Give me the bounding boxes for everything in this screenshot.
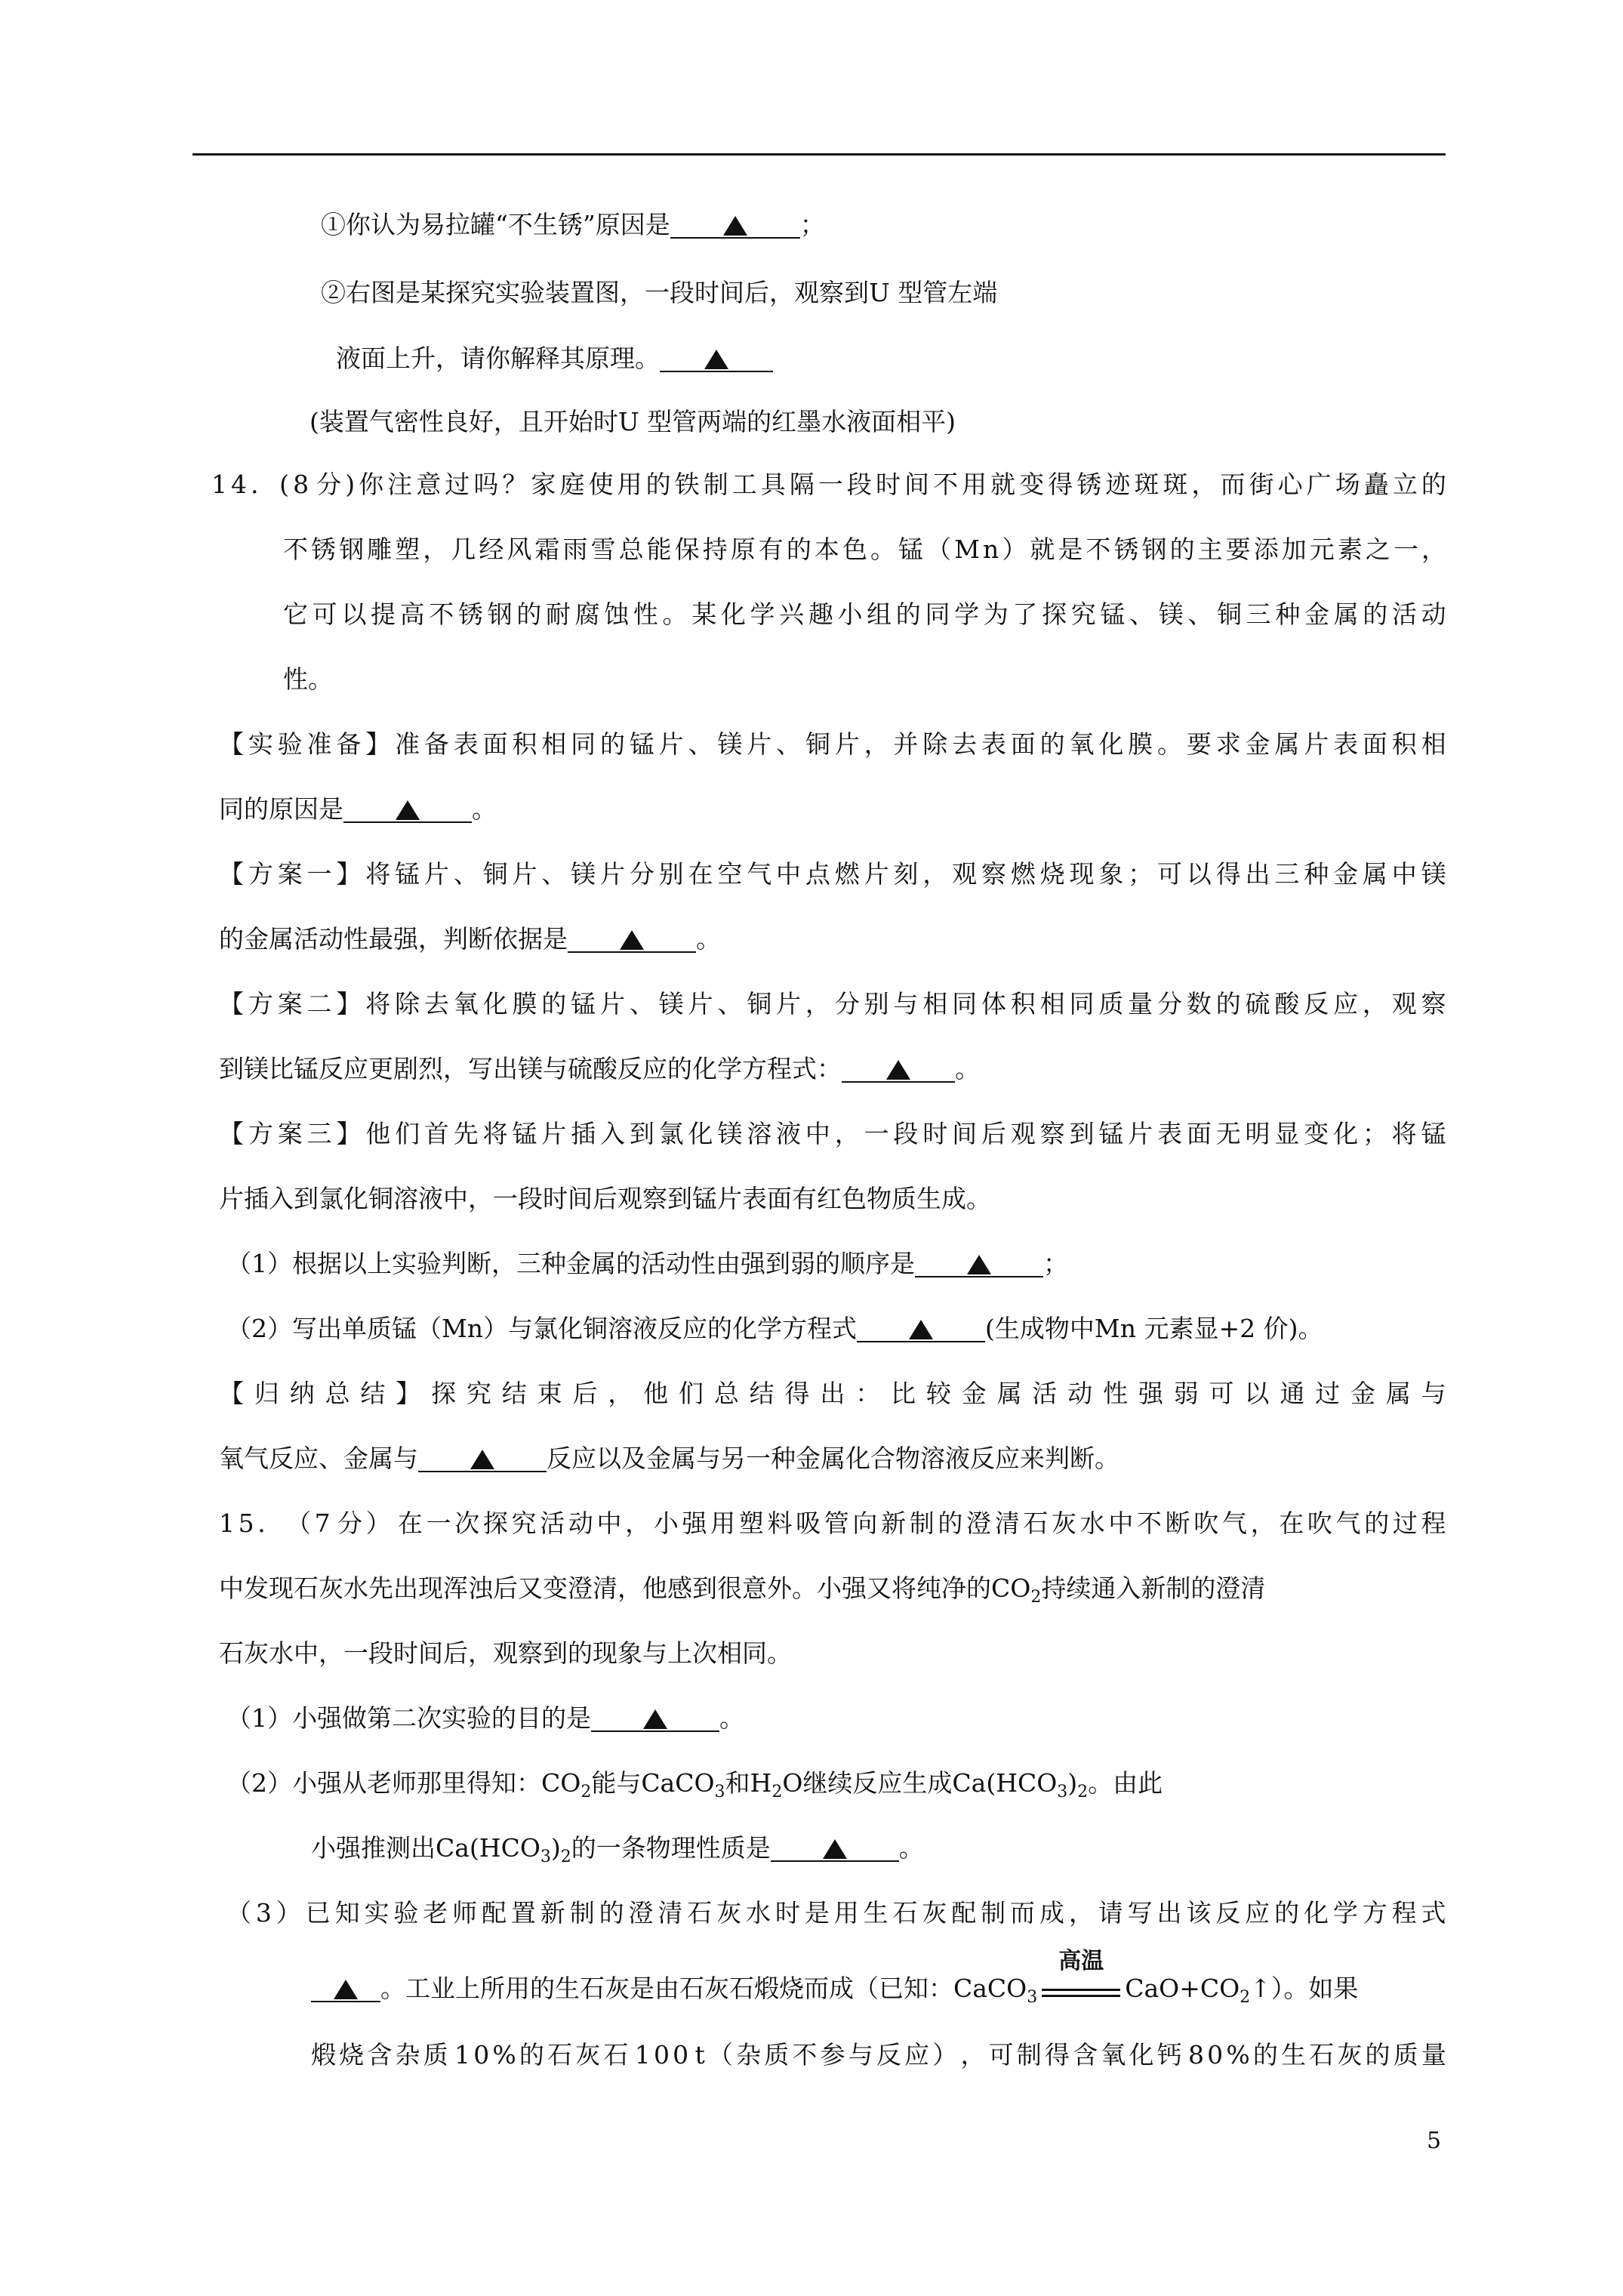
plan-two-line: 到镁比锰反应更剧烈，写出镁与硫酸反应的化学方程式： 。: [219, 1054, 980, 1083]
equals-bar: [1042, 1995, 1120, 1997]
triangle-icon: [823, 1839, 847, 1859]
q13-line-3: 液面上升，请你解释其原理。: [336, 342, 773, 375]
triangle-icon: [967, 1255, 991, 1274]
q13-line-4: (装置气密性良好，且开始时U 型管两端的红墨水液面相平): [310, 407, 956, 436]
answer-blank[interactable]: [670, 208, 800, 239]
page-number: 5: [1427, 2128, 1442, 2154]
triangle-icon: [620, 930, 644, 950]
triangle-icon: [470, 1450, 494, 1469]
triangle-icon: [909, 1320, 933, 1339]
q15-heading: 1 5 ． （ 7 分 ） 在 一 次 探 究 活 动 中 ， 小 强 用 塑 料 吸 管 向 新 制 的 澄 清 石 灰 水 中 不 断 吹 气 ， 在 吹 气 的 过 程: [219, 1509, 1446, 1538]
q14-paragraph-line: 它 可 以 提 高 不 锈 钢 的 耐 腐 蚀 性 。 某 化 学 兴 趣 小 组 的 同 学 为 了 探 究 锰 、 镁 、 铜 三 种 金 属 的 活 动: [283, 599, 1446, 629]
triangle-icon: [396, 800, 420, 820]
q15-subquestion-2: （2）小强从老师那里得知：$CO_2$能与CaCO$_3$和$H_2O$继续反应生成$Ca(HCO_3)_2$。由此: [226, 1768, 1163, 1801]
q14-subquestion-2: （2）写出单质锰（Mn）与氯化铜溶液反应的化学方程式 (生成物中Mn 元素显+2 价)。: [226, 1314, 1323, 1343]
answer-blank[interactable]: [915, 1247, 1043, 1277]
q14-subquestion-1: （1）根据以上实验判断，三种金属的活动性由强到弱的顺序是 ；: [226, 1249, 1068, 1278]
q14-heading: 1 4 ． ( 8 分 ) 你 注 意 过 吗 ？ 家 庭 使 用 的 铁 制 工 具 隔 一 段 时 间 不 用 就 变 得 锈 迹 斑 斑 ， 而 街 心 广 场 矗 立 的: [211, 470, 1446, 499]
q14-paragraph-line: 性。: [283, 664, 333, 694]
q15-subquestion-1: （1）小强做第二次实验的目的是 。: [226, 1703, 744, 1733]
q15-paragraph-line: 中发现石灰水先出现浑浊后又变澄清，他感到很意外。小强又将纯净的$CO_2$持续通入新制的澄清: [219, 1573, 1266, 1607]
plan-three-line: 【 方 案 三 】 他 们 首 先 将 锰 片 插 入 到 氯 化 镁 溶 液 中 ， 一 段 时 间 后 观 察 到 锰 片 表 面 无 明 显 变 化 ； 将 锰: [219, 1119, 1446, 1148]
header-rule: [192, 153, 1446, 156]
q13-line-1: ①你认为易拉罐“不生锈”原因是 ；: [321, 210, 825, 239]
triangle-icon: [334, 1980, 358, 1999]
answer-blank[interactable]: [311, 1972, 380, 2002]
plan-one-line: 【 方 案 一 】 将 锰 片 、 铜 片 、 镁 片 分 别 在 空 气 中 点 燃 片 刻 ， 观 察 燃 烧 现 象 ； 可 以 得 出 三 种 金 属 中 镁: [219, 859, 1446, 889]
answer-blank[interactable]: [842, 1052, 955, 1083]
equals-bar: [1042, 1989, 1120, 1991]
high-temperature-label: 高温: [1058, 1948, 1104, 1974]
plan-two-line: 【 方 案 二 】 将 除 去 氧 化 膜 的 锰 片 、 镁 片 、 铜 片 ， 分 别 与 相 同 体 积 相 同 质 量 分 数 的 硫 酸 反 应 ， 观 察: [219, 989, 1446, 1019]
q15-subquestion-3-line-3: 煅 烧 含 杂 质 1 0 % 的 石 灰 石 1 0 0 t （ 杂 质 不 参 与 反 应 ） ， 可 制 得 含 氧 化 钙 8 0 % 的 生 石 灰 的 质 量: [311, 2040, 1446, 2069]
experiment-prep-line: 【 实 验 准 备 】 准 备 表 面 积 相 同 的 锰 片 、 镁 片 、 铜 片 ， 并 除 去 表 面 的 氧 化 膜 。 要 求 金 属 片 表 面 积 相: [219, 729, 1446, 759]
q15-subquestion-3-line-2: 。工业上所用的生石灰是由石灰石煅烧而成（已知：CaCO$_3$ 高温 $CaO+CO_2↑$）。如果: [311, 1972, 1358, 2005]
triangle-icon: [643, 1709, 667, 1729]
plan-one-line: 的金属活动性最强，判断依据是 。: [219, 924, 721, 954]
answer-blank[interactable]: [591, 1702, 719, 1732]
reaction-condition: [1042, 1948, 1120, 2005]
answer-blank[interactable]: [771, 1832, 899, 1862]
q13-line-2: ②右图是某探究实验装置图，一段时间后，观察到U 型管左端: [321, 278, 998, 307]
triangle-icon: [723, 216, 747, 236]
up-arrow-icon: ↑: [1250, 1974, 1271, 2003]
answer-blank[interactable]: [568, 923, 696, 953]
plan-three-line: 片插入到氯化铜溶液中，一段时间后观察到锰片表面有红色物质生成。: [219, 1184, 991, 1213]
triangle-icon: [886, 1060, 910, 1080]
answer-blank[interactable]: [343, 793, 472, 823]
q15-subquestion-2-line-2: 小强推测出$Ca(HCO_3)_2$的一条物理性质是 。: [311, 1833, 924, 1866]
q14-paragraph-line: 不 锈 钢 雕 塑 ， 几 经 风 霜 雨 雪 总 能 保 持 原 有 的 本 色 。 锰 （ M n ） 就 是 不 锈 钢 的 主 要 添 加 元 素 之 一 ，: [283, 535, 1446, 564]
answer-blank[interactable]: [857, 1312, 985, 1342]
summary-line: 【 归 纳 总 结 】 探 究 结 束 后 ， 他 们 总 结 得 出 ： 比 较 金 属 活 动 性 强 弱 可 以 通 过 金 属 与: [219, 1379, 1446, 1408]
answer-blank[interactable]: [418, 1442, 547, 1472]
experiment-prep-line: 同的原因是 。: [219, 794, 497, 824]
q15-paragraph-line: 石灰水中，一段时间后，观察到的现象与上次相同。: [219, 1638, 792, 1668]
summary-line: 氧气反应、金属与 反应以及金属与另一种金属化合物溶液反应来判断。: [219, 1444, 1119, 1473]
answer-blank[interactable]: [660, 342, 773, 372]
q15-subquestion-3: （ 3 ） 已 知 实 验 老 师 配 置 新 制 的 澄 清 石 灰 水 时 是 用 生 石 灰 配 制 而 成 ， 请 写 出 该 反 应 的 化 学 方 程 式: [226, 1898, 1446, 1928]
triangle-icon: [704, 350, 728, 369]
